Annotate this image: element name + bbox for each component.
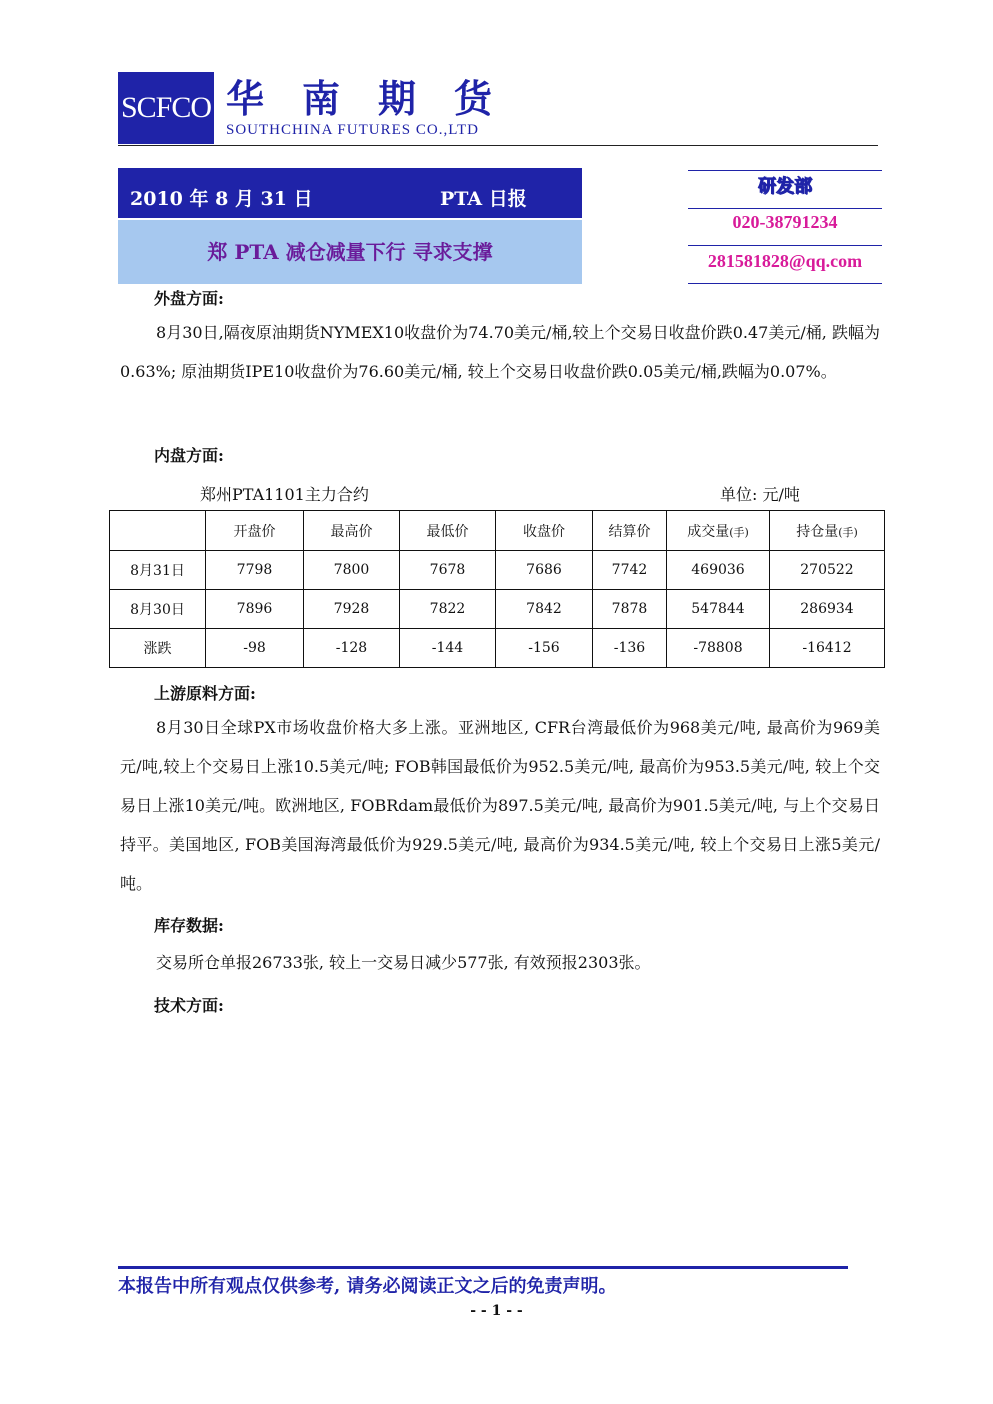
- footer-divider: [118, 1266, 848, 1269]
- table-cell: 286934: [770, 590, 885, 629]
- report-date: 2010 年 8 月 31 日: [130, 188, 313, 210]
- row-label: 8月31日: [110, 551, 206, 590]
- section-heading-external: 外盘方面:: [154, 289, 224, 308]
- table-header-row: [110, 511, 885, 551]
- inventory-text: 交易所仓单报26733张, 较上一交易日减少577张, 有效预报2303张。: [156, 953, 651, 972]
- table-cell: 7800: [304, 551, 400, 590]
- company-name-en: SOUTHCHINA FUTURES CO.,LTD: [226, 122, 479, 138]
- table-cell: 270522: [770, 551, 885, 590]
- table-cell: -156: [496, 629, 593, 668]
- column-header: 最高价: [304, 511, 400, 551]
- column-unit: (手): [838, 525, 858, 539]
- column-header: 最低价: [400, 511, 496, 551]
- table-cell: 7742: [593, 551, 667, 590]
- table-row: [110, 551, 885, 590]
- table-cell: 7878: [593, 590, 667, 629]
- contact-divider: [688, 283, 882, 284]
- table-cell: 7686: [496, 551, 593, 590]
- contact-dept: 研发部: [758, 176, 812, 196]
- table-cell: 7798: [206, 551, 304, 590]
- column-header: 开盘价: [206, 511, 304, 551]
- unit-label: 单位: 元/吨: [720, 485, 800, 504]
- contact-divider: [688, 245, 882, 246]
- table-cell: 469036: [667, 551, 770, 590]
- table-cell: 7896: [206, 590, 304, 629]
- price-table: [109, 510, 885, 668]
- table-cell: -136: [593, 629, 667, 668]
- contact-divider: [688, 170, 882, 171]
- column-header: [667, 511, 770, 551]
- report-headline: 郑 PTA 减仓减量下行 寻求支撑: [118, 220, 582, 284]
- row-label: 涨跌: [110, 629, 206, 668]
- disclaimer: 本报告中所有观点仅供参考, 请务必阅读正文之后的免责声明。: [118, 1276, 617, 1297]
- external-text: 8月30日,隔夜原油期货NYMEX10收盘价为74.70美元/桶,较上个交易日收盘价跌0.47美元/桶, 跌幅为0.63%; 原油期货IPE10收盘价为76.60美元/桶, 较上个交易日收盘价跌0.05美元/桶,跌幅为0.07%。: [120, 323, 880, 381]
- column-header: 收盘价: [496, 511, 593, 551]
- logo-text: SCFCO: [120, 91, 212, 124]
- table-cell: -16412: [770, 629, 885, 668]
- contract-name: 郑州PTA1101主力合约: [200, 485, 369, 504]
- column-header: 结算价: [593, 511, 667, 551]
- table-cell: 547844: [667, 590, 770, 629]
- column-header-label: 成交量: [687, 523, 730, 540]
- table-cell: -78808: [667, 629, 770, 668]
- upstream-paragraph: [120, 708, 880, 903]
- page-number: - - 1 - -: [470, 1303, 523, 1319]
- external-paragraph: [120, 313, 880, 391]
- company-name-cn: 华南期货: [226, 76, 531, 121]
- table-cell: 7822: [400, 590, 496, 629]
- row-label: 8月30日: [110, 590, 206, 629]
- company-logo: [118, 72, 214, 144]
- column-header-label: 持仓量: [796, 523, 839, 540]
- table-cell: -98: [206, 629, 304, 668]
- contact-divider: [688, 208, 882, 209]
- report-type: PTA 日报: [440, 188, 527, 210]
- table-row: [110, 629, 885, 668]
- section-heading-domestic: 内盘方面:: [154, 446, 224, 465]
- table-corner-cell: [110, 511, 206, 551]
- table-cell: 7842: [496, 590, 593, 629]
- column-header: [770, 511, 885, 551]
- section-heading-technical: 技术方面:: [154, 996, 224, 1015]
- header-divider: [118, 145, 878, 146]
- column-unit: (手): [729, 525, 749, 539]
- table-row: [110, 590, 885, 629]
- upstream-text: 8月30日全球PX市场收盘价格大多上涨。亚洲地区, CFR台湾最低价为968美元/吨, 最高价为969美元/吨,较上个交易日上涨10.5美元/吨; FOB韩国最低价为952.5美元/吨, 最高价为953.5美元/吨, 较上个交易日上涨10美元/吨。欧洲地区, FOBRdam最低价为897.5美元/吨, 最高价为901.5美元/吨, 与上个交易日持平。美国地区, FOB美国海湾最低价为929.5美元/吨, 最高价为934.5美元/吨, 较上个交易日上涨5美元/吨。: [120, 718, 880, 893]
- table-cell: -128: [304, 629, 400, 668]
- table-cell: 7928: [304, 590, 400, 629]
- table-cell: -144: [400, 629, 496, 668]
- contact-email[interactable]: 281581828@qq.com: [707, 251, 863, 271]
- contact-phone: 020-38791234: [732, 212, 838, 232]
- report-title-bar: [118, 168, 582, 218]
- section-heading-upstream: 上游原料方面:: [154, 684, 256, 703]
- table-cell: 7678: [400, 551, 496, 590]
- section-heading-inventory: 库存数据:: [154, 916, 224, 935]
- inventory-paragraph: [120, 943, 880, 982]
